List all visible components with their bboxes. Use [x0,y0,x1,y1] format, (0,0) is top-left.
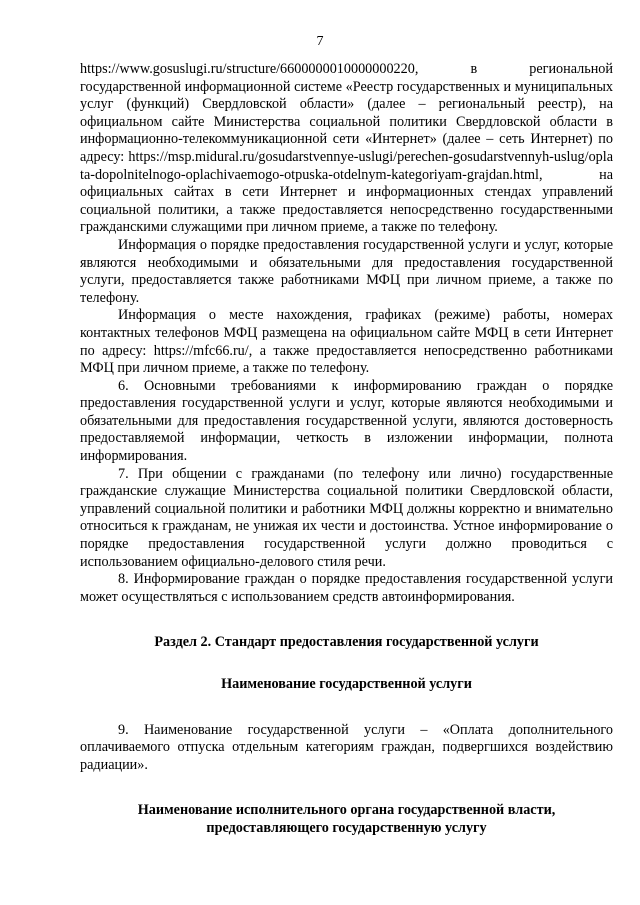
section-title: Раздел 2. Стандарт предоставления государственной услуги [154,634,539,651]
subsection-title-line-1: Наименование исполнительного органа государственной власти, [137,802,556,819]
spacer [80,606,613,634]
mfc-location-paragraph: Информация о месте нахождения, графиках (режиме) работы, номерах контактных телефонов МФЦ размещена на официальном сайте МФЦ в сети Интернет по адресу: https://mfc66.ru/, а также предоставляется непосредственно работниками МФЦ при личном приеме, а также по телефону. [80,307,613,377]
subsection-title-authority [80,802,613,837]
communication-paragraph: 7. При общении с гражданами (по телефону или лично) государственные гражданские служащие Министерства социальной политики Свердловской области, управлений социальной политики и работники МФЦ должны корректно и внимательно относиться к гражданам, не унижая их чести и достоинства. Устное информирование о порядке предоставления государственной услуги должно проводиться с использованием официально-делового стиля речи. [80,465,613,570]
intro-paragraph [80,61,613,237]
intro-text-2: на официальных сайтах в сети Интернет и информационных стендах управлений социальной политики, а также предоставляется непосредственно государственными гражданскими служащими при личном приеме, а также по телефону. [80,166,613,236]
requirements-paragraph: 6. Основными требованиями к информированию граждан о порядке предоставления государственной услуги и услуг, которые являются необходимыми и обязательными для предоставления государственной услуги, являются достоверность предоставляемой информации, четкость в изложении информации, полнота информирования. [80,377,613,465]
spacer [80,652,613,676]
subsection-title-line-2: предоставляющего государственную услугу [206,819,487,836]
gosuslugi-link[interactable]: https://www.gosuslugi.ru/structure/6600000010000000220, [80,61,419,77]
spacer [80,774,613,802]
info-mfc-paragraph: Информация о порядке предоставления государственной услуги и услуг, которые являются необходимыми и обязательными для предоставления государственной услуги, предоставляется также работниками МФЦ при личном приеме, а также по телефону. [80,236,613,306]
page-number: 7 [316,34,324,49]
msp-link[interactable]: https://msp.midural.ru/gosudarstvennye-uslugi/perechen-gosudarstvennyh-uslug/oplata-dopolnitelnogo-oplachivaemogo-otpuska-otdelnym-kategoriyam-grajdan.html, [80,148,613,183]
page-content [80,61,613,838]
item-9-paragraph: 9. Наименование государственной услуги – «Оплата дополнительного оплачиваемого отпуска отдельным категориям граждан, подвергшихся воздействию радиации». [80,721,613,773]
subsection-title-service-name: Наименование государственной услуги [221,676,472,692]
autoinform-paragraph: 8. Информирование граждан о порядке предоставления государственной услуги может осуществляться с использованием средств автоинформирования. [80,571,613,605]
intro-text-1: в региональной государственной информационной системе «Реестр государственных и муниципальных услуг (функций) Свердловской области» (далее – региональный реестр), на официальном сайте Министерства социальной политики Свердловской области в информационно-телекоммуникационной сети «Интернет» (далее – сеть Интернет) по адресу: [80,61,613,165]
spacer [80,694,613,722]
